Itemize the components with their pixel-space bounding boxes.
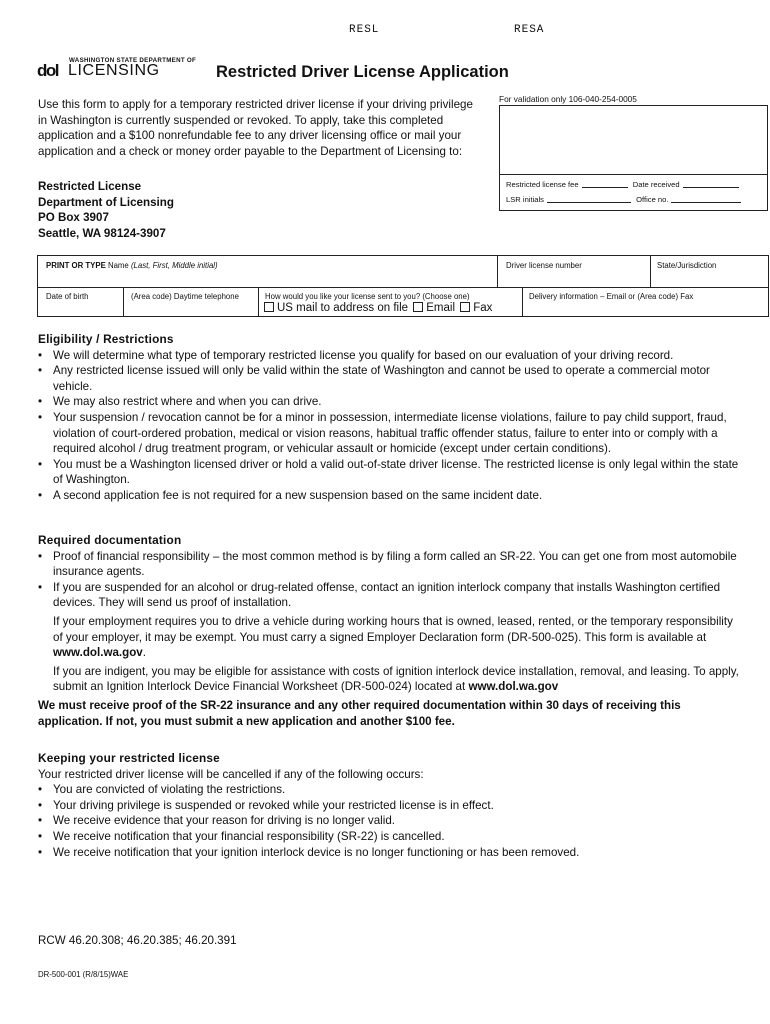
name-label: Name	[107, 261, 129, 270]
date-received-line[interactable]	[683, 187, 739, 188]
dol-website-link[interactable]: www.dol.wa.gov	[468, 680, 559, 694]
fax-label: Fax	[473, 302, 493, 314]
page-title: Restricted Driver License Application	[216, 63, 509, 81]
name-field[interactable]	[46, 261, 218, 270]
form-number: DR-500-001 (R/8/15)WAE	[38, 970, 129, 979]
intro-paragraph: Use this form to apply for a temporary restricted driver license if your driving privilege in Washington is currently suspended or revoked. To apply, take this completed application and a $100 nonrefundable fee to any driver licensing office or mail your application and a check or money order payable to the Department of Licensing to:	[38, 98, 473, 159]
list-item: • We may also restrict where and when you can drive.	[38, 394, 743, 410]
table-col-divider	[497, 256, 498, 287]
fee-label: Restricted license fee	[506, 180, 579, 189]
date-received-label: Date received	[632, 180, 680, 189]
required-documentation-heading: Required documentation	[38, 533, 182, 547]
send-method-label: How would you like your license sent to you? (Choose one)	[265, 292, 470, 301]
eligibility-section	[38, 332, 743, 504]
fax-checkbox[interactable]	[460, 302, 470, 312]
validation-label: For validation only 106-040-254-0005	[499, 94, 637, 104]
list-item: • Any restricted license issued will only be valid within the state of Washington and cannot be used to operate a commercial motor vehicle.	[38, 363, 743, 394]
keeping-license-heading: Keeping your restricted license	[38, 751, 220, 765]
validation-row-lsr	[506, 195, 744, 204]
table-col-divider	[258, 287, 259, 317]
list-item: • We receive notification that your ignition interlock device is no longer functioning or has been removed.	[38, 845, 743, 861]
list-item: • We receive evidence that your reason for driving is no longer valid.	[38, 813, 743, 829]
keeping-license-section	[38, 751, 743, 860]
print-or-type-label: PRINT OR TYPE	[46, 261, 106, 270]
table-row-divider	[38, 287, 768, 288]
dol-logo-mark	[37, 54, 67, 80]
list-item: • If you are suspended for an alcohol or drug-related offense, contact an ignition interlock company that installs Washington certified devices. They will send us proof of installation.	[38, 580, 743, 611]
dob-label: Date of birth	[46, 292, 89, 301]
us-mail-label: US mail to address on file	[277, 302, 409, 314]
driver-license-field[interactable]	[506, 261, 582, 270]
eligibility-heading: Eligibility / Restrictions	[38, 332, 174, 346]
validation-divider	[500, 174, 767, 175]
dol-website-link[interactable]: www.dol.wa.gov	[53, 646, 143, 660]
employment-text: If your employment requires you to drive a vehicle during working hours that is owned, leased, rented, or the temporary responsibility of your employer, it may be exempt. You must carry a signed Employer Declaration form (DR-500-025). This form is available at	[53, 614, 733, 644]
name-hint: (Last, First, Middle initial)	[130, 261, 218, 270]
office-label: Office no.	[636, 195, 669, 204]
required-documentation-section	[38, 533, 743, 729]
indigent-text: If you are indigent, you may be eligible for assistance with costs of ignition interlock device installation, removal, and leasing. To apply, submit an Ignition Interlock Device Financial Worksheet (DR-500-024) located at	[53, 664, 739, 694]
list-item: • We will determine what type of temporary restricted license you qualify for based on our evaluation of your driving record.	[38, 348, 743, 364]
indigent-paragraph	[38, 664, 743, 695]
state-field[interactable]	[657, 261, 716, 270]
table-col-divider	[650, 256, 651, 287]
list-item: • Your driving privilege is suspended or revoked while your restricted license is in effect.	[38, 798, 743, 814]
office-line[interactable]	[671, 202, 741, 203]
dob-field[interactable]	[46, 292, 88, 301]
rcw-reference: RCW 46.20.308; 46.20.385; 46.20.391	[38, 934, 237, 947]
address-line: Department of Licensing	[38, 195, 174, 209]
keeping-intro: Your restricted driver license will be cancelled if any of the following occurs:	[38, 767, 424, 781]
phone-field[interactable]	[131, 292, 239, 301]
validation-box	[499, 105, 768, 211]
send-method-field	[265, 292, 470, 301]
list-item: • A second application fee is not required for a new suspension based on the same incident date.	[38, 488, 743, 504]
dol-logo-mark-text: dol	[37, 61, 58, 80]
address-line: PO Box 3907	[38, 211, 109, 225]
address-line: Seattle, WA 98124-3907	[38, 227, 166, 241]
delivery-info-field[interactable]	[529, 292, 693, 301]
resa-code: RESA	[514, 24, 545, 36]
table-col-divider	[123, 287, 124, 317]
us-mail-checkbox[interactable]	[264, 302, 274, 312]
list-item: • You are convicted of violating the restrictions.	[38, 782, 743, 798]
lsr-label: LSR initials	[506, 195, 544, 204]
fee-line[interactable]	[582, 187, 628, 188]
logo-licensing-text: LICENSING	[68, 62, 160, 79]
mailing-address	[38, 179, 174, 242]
driver-license-label: Driver license number	[506, 261, 582, 270]
delivery-info-label: Delivery information – Email or (Area code) Fax	[529, 292, 694, 301]
email-checkbox[interactable]	[413, 302, 423, 312]
send-method-options	[262, 302, 492, 314]
validation-row-fee	[506, 180, 742, 189]
employment-paragraph: If your employment requires you to drive a vehicle during working hours that is owned, leased, rented, or the temporary responsibility of your employer, it may be exempt. You must carry a signed Employer Declaration form (DR-500-025). This form is available at www.dol.wa.gov.	[53, 614, 733, 660]
state-label: State/Jurisdiction	[657, 261, 717, 270]
email-label: Email	[426, 302, 456, 314]
list-item: • Proof of financial responsibility – the most common method is by filing a form called an SR-22. You can get one from most automobile insurance agents.	[38, 549, 743, 580]
list-item: • You must be a Washington licensed driver or hold a valid out-of-state driver license. The restricted license is only legal within the state of Washington.	[38, 457, 743, 488]
address-line: Restricted License	[38, 180, 142, 193]
table-col-divider	[522, 287, 523, 317]
resl-code: RESL	[349, 24, 380, 36]
dol-logo	[37, 54, 197, 80]
applicant-info-table	[37, 255, 769, 317]
list-item: • We receive notification that your financial responsibility (SR-22) is cancelled.	[38, 829, 743, 845]
lsr-line[interactable]	[547, 202, 631, 203]
phone-label: (Area code) Daytime telephone	[131, 292, 239, 301]
list-item: • Your suspension / revocation cannot be for a minor in possession, intermediate license violations, failure to pay child support, fraud, violation of court-ordered probation, medical or vision reasons, habitual traffic offender status, failure to enter into or comply with a required alcohol / drug treatment program, or vehicular assault or homicide (except under certain conditions).	[38, 410, 743, 457]
deadline-warning: We must receive proof of the SR-22 insurance and any other required documentation within 30 days of receiving this application. If not, you must submit a new application and another $100 fee.	[38, 698, 681, 728]
logo-department-text: WASHINGTON STATE DEPARTMENT OF	[69, 57, 197, 64]
